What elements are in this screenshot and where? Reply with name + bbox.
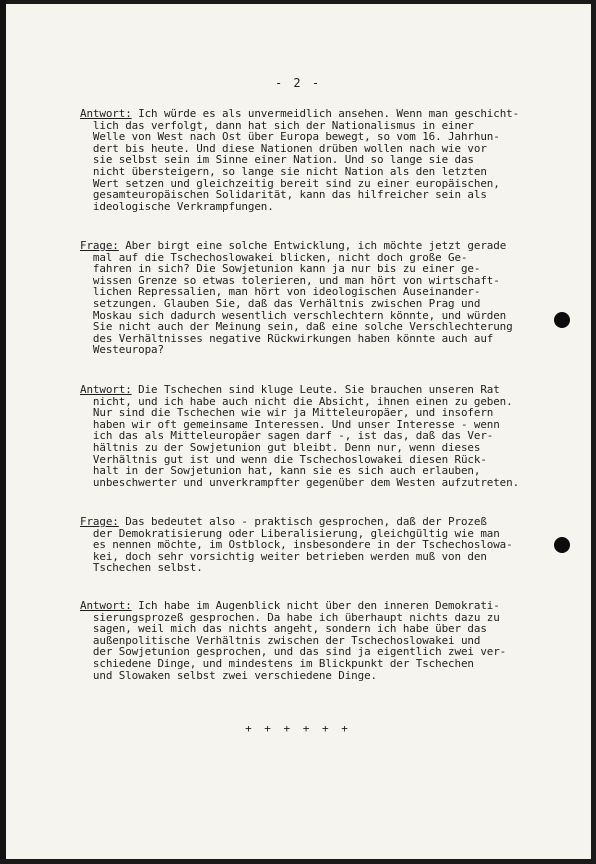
answer-1 — [80, 108, 570, 212]
answer-1-line: gesamteuropäischen Solidarität, kann das hilfreicher sein als — [80, 188, 487, 202]
question-2 — [80, 516, 570, 574]
answer-3-line: der Sowjetunion gesprochen, und das sind ja eigentlich zwei ver- — [80, 645, 507, 659]
answer-3-line: außenpolitische Verhältnis zwischen der Tschechoslowakei und — [80, 633, 481, 647]
answer-1-line: ideologische Verkrampfungen. — [80, 199, 274, 213]
answer-label: Antwort: — [80, 383, 132, 396]
question-1-line-1: Frage: Aber birgt eine solche Entwicklung, ich möchte jetzt gerade — [80, 239, 507, 252]
answer-2-line: halt in der Sowjetunion hat, kann sie es sich auch erlauben, — [80, 464, 481, 478]
question-1-line: setzungen. Glauben Sie, daß das Verhältnis zwischen Prag und — [80, 296, 481, 310]
question-2-line-1: Frage: Das bedeutet also - praktisch gesprochen, daß der Prozeß — [80, 515, 487, 528]
answer-2-line: ich das als Mitteleuropäer sagen darf -, ist das, daß das Ver- — [80, 429, 494, 443]
answer-1-line: sie selbst sein im Sinne einer Nation. Und so lange sie das — [80, 153, 474, 167]
answer-3-line: schiedene Dinge, und mindestens im Blickpunkt der Tschechen — [80, 656, 474, 670]
question-1-line: Moskau sich dadurch wesentlich verschlechtern könnte, und würden — [80, 308, 507, 322]
page-number: - 2 - — [274, 76, 322, 90]
question-2-line: es nennen möchte, im Ostblock, insbesondere in der Tschechoslowa- — [80, 538, 513, 552]
scan-edge-bottom — [0, 859, 596, 864]
punch-hole-lower — [554, 537, 570, 553]
answer-1-line: dert bis heute. Und diese Nationen drüben wollen nach wie vor — [80, 141, 487, 155]
question-1-line: des Verhältnisses negative Rückwirkungen haben könnte auch auf — [80, 331, 494, 345]
question-1-line: Sie nicht auch der Meinung sein, daß eine solche Verschlechterung — [80, 320, 513, 334]
answer-1-line: Welle von West nach Ost über Europa bewegt, so vom 16. Jahrhun- — [80, 130, 500, 144]
question-1-line: lichen Repressalien, man hört von ideologischen Auseinander- — [80, 285, 481, 299]
answer-2-line: unbeschwerter und unverkrampfter gegenüber dem Westen aufzutreten. — [80, 475, 520, 489]
question-1-line: mal auf die Tschechoslowakei blicken, nicht doch große Ge- — [80, 250, 468, 264]
answer-2-line: Verhältnis gut ist und wenn die Tschechoslowakei diesen Rück- — [80, 452, 487, 466]
question-2-line: kei, doch sehr vorsichtig weiter betrieben werden muß von den — [80, 549, 487, 563]
end-marker: + + + + + + — [245, 722, 351, 735]
answer-label: Antwort: — [80, 599, 132, 612]
answer-3-line: sagen, weil mich das nichts angeht, sondern ich habe über das — [80, 622, 487, 636]
question-1-line: fahren in sich? Die Sowjetunion kann ja nur bis zu einer ge- — [80, 262, 481, 276]
question-label: Frage: — [80, 515, 119, 528]
question-1 — [80, 240, 570, 356]
answer-1-line: Wert setzen und gleichzeitig bereit sind zu einer europäischen, — [80, 176, 500, 190]
answer-1-line: lich das verfolgt, dann hat sich der Nationalismus in einer — [80, 118, 474, 132]
answer-1-line-1: Antwort: Ich würde es als unvermeidlich ansehen. Wenn man geschicht- — [80, 107, 520, 120]
answer-1-line: nicht übersteigern, so lange sie nicht Nation als den letzten — [80, 164, 487, 178]
answer-2-line: nicht, und ich habe auch nicht die Absicht, ihnen einen zu geben. — [80, 394, 513, 408]
question-label: Frage: — [80, 239, 119, 252]
answer-2-line: Nur sind die Tschechen wie wir ja Mitteleuropäer, und insofern — [80, 406, 494, 420]
question-2-line: Tschechen selbst. — [80, 561, 203, 575]
answer-2-line-1: Antwort: Die Tschechen sind kluge Leute. Sie brauchen unseren Rat — [80, 383, 500, 396]
answer-3 — [80, 600, 570, 681]
answer-3-line: und Slowaken selbst zwei verschiedene Dinge. — [80, 668, 378, 682]
question-1-line: wissen Grenze so etwas tolerieren, und man hört von wirtschaft- — [80, 273, 500, 287]
answer-2-line: haben wir oft gemeinsame Interessen. Und unser Interesse - wenn — [80, 417, 500, 431]
answer-3-line-1: Antwort: Ich habe im Augenblick nicht über den inneren Demokrati- — [80, 599, 500, 612]
punch-hole-upper — [554, 312, 570, 328]
answer-2-line: hältnis zu der Sowjetunion gut bleibt. Denn nur, wenn dieses — [80, 440, 481, 454]
question-1-line: Westeuropa? — [80, 343, 164, 357]
answer-2 — [80, 384, 570, 488]
answer-label: Antwort: — [80, 107, 132, 120]
scan-edge-top — [0, 0, 596, 4]
question-2-line: der Demokratisierung oder Liberalisierung, gleichgültig wie man — [80, 526, 500, 540]
answer-3-line: sierungsprozeß gesprochen. Da habe ich überhaupt nichts dazu zu — [80, 610, 500, 624]
